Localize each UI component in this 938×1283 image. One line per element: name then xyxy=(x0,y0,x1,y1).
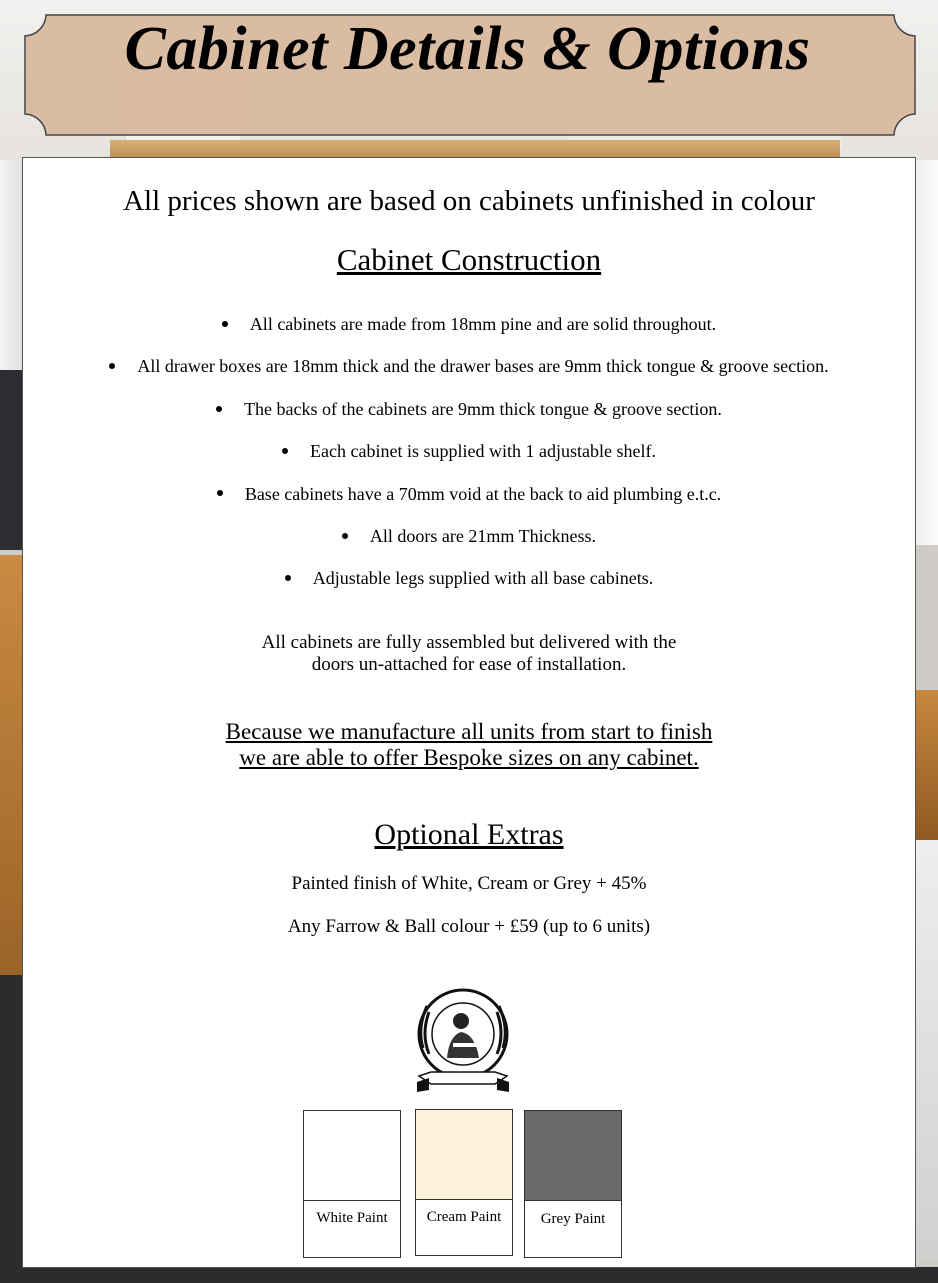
construction-list xyxy=(23,304,915,601)
swatch-cream xyxy=(415,1109,513,1256)
bullet-icon xyxy=(222,321,228,327)
swatch-label: Cream Paint xyxy=(426,1209,502,1225)
bullet-icon xyxy=(216,406,222,412)
bespoke-note xyxy=(23,719,915,771)
construction-heading: Cabinet Construction xyxy=(336,242,602,277)
bullet-icon xyxy=(342,533,348,539)
extras-heading: Optional Extras xyxy=(374,818,564,851)
swatch-color xyxy=(416,1110,512,1200)
pricing-note: All prices shown are based on cabinets unfinished in colour xyxy=(123,185,815,217)
bullet-icon xyxy=(282,448,288,454)
guild-logo xyxy=(413,988,513,1098)
swatch-grey xyxy=(524,1110,622,1258)
list-item: Each cabinet is supplied with 1 adjustable shelf. xyxy=(23,431,915,473)
bullet-icon xyxy=(109,363,115,369)
bullet-icon xyxy=(217,490,223,496)
bespoke-note-line: Because we manufacture all units from start to finish xyxy=(225,719,713,744)
assembly-note-line: All cabinets are fully assembled but delivered with the xyxy=(261,632,677,653)
assembly-note xyxy=(23,632,915,676)
swatch-white xyxy=(303,1110,401,1258)
swatch-color xyxy=(304,1111,400,1201)
page-title: Cabinet Details & Options xyxy=(124,15,811,83)
list-item: The backs of the cabinets are 9mm thick tongue & groove section. xyxy=(23,389,915,431)
background-floor xyxy=(0,1267,938,1283)
extra-painted-finish: Painted finish of White, Cream or Grey + 45% xyxy=(291,873,647,894)
details-panel xyxy=(22,157,916,1268)
extra-farrow-ball: Any Farrow & Ball colour + £59 (up to 6 units) xyxy=(287,916,651,937)
bespoke-note-line: we are able to offer Bespoke sizes on any cabinet. xyxy=(239,745,699,770)
swatch-label: Grey Paint xyxy=(540,1211,606,1227)
list-item: All doors are 21mm Thickness. xyxy=(23,516,915,558)
assembly-note-line: doors un-attached for ease of installation. xyxy=(311,654,627,675)
list-item: All cabinets are made from 18mm pine and are solid throughout. xyxy=(23,304,915,346)
swatch-color xyxy=(525,1111,621,1201)
list-item: Base cabinets have a 70mm void at the back to aid plumbing e.t.c. xyxy=(23,474,915,516)
list-item: All drawer boxes are 18mm thick and the drawer bases are 9mm thick tongue & groove section. xyxy=(23,346,915,388)
bullet-icon xyxy=(285,575,291,581)
swatch-label: White Paint xyxy=(316,1210,388,1226)
guild-seal-icon xyxy=(413,988,513,1098)
list-item: Adjustable legs supplied with all base cabinets. xyxy=(23,558,915,600)
